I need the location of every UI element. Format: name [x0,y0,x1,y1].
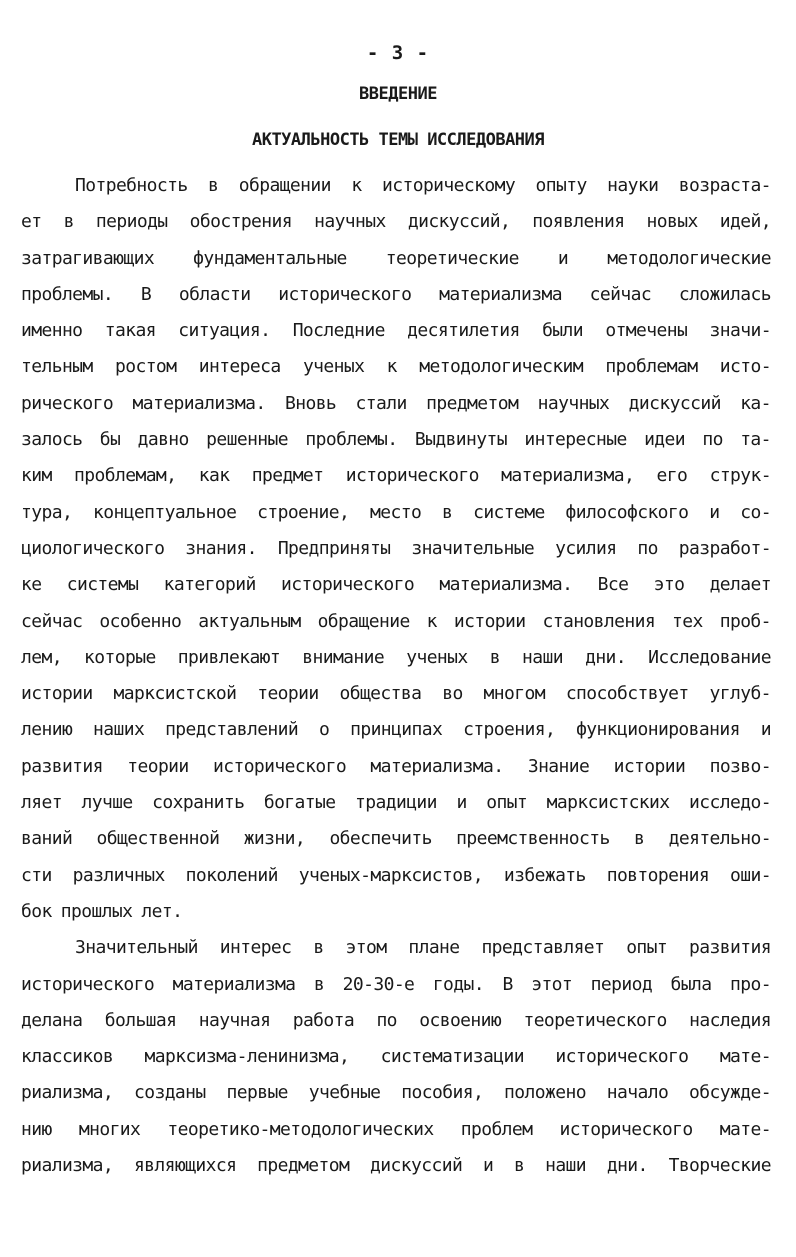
paragraph [21,168,771,930]
text-line: тура, концептуальное строение, место в системе философского и со- [21,501,771,523]
text-line: ляет лучше сохранить богатые традиции и опыт марксистских исследо- [21,792,771,814]
section-title: ВВЕДЕНИЕ [359,84,437,104]
text-line: залось бы давно решенные проблемы. Выдвинуты интересные идеи по та- [21,429,771,451]
text-line: истории марксистской теории общества во многом способствует углуб- [21,683,771,705]
text-line: риализма, являющихся предметом дискуссий и в наши дни. Творческие [21,1155,771,1177]
text-line: ким проблемам, как предмет исторического материализма, его струк- [21,465,771,487]
text-line: сейчас особенно актуальным обращение к истории становления тех проб- [21,610,771,632]
text-line: ваний общественной жизни, обеспечить преемственность в деятельно- [21,828,771,850]
text-line: именно такая ситуация. Последние десятилетия были отмечены значи- [21,320,771,342]
text-line: рического материализма. Вновь стали предметом научных дискуссий ка- [21,392,771,414]
text-line: тельным ростом интереса ученых к методологическим проблемам исто- [21,356,771,378]
text-line: лем, которые привлекают внимание ученых в наши дни. Исследование [21,646,771,668]
body-text [21,168,771,1184]
text-line: Потребность в обращении к историческому опыту науки возраста- [75,175,771,196]
text-line: развития теории исторического материализма. Знание истории позво- [21,755,771,777]
page-number: - 3 - [366,42,430,64]
text-line: проблемы. В области исторического материализма сейчас сложилась [21,283,771,305]
text-line: сти различных поколений ученых-марксистов, избежать повторения оши- [21,864,771,886]
text-line: делана большая научная работа по освоению теоретического наследия [21,1009,771,1031]
text-line: бок прошлых лет. [21,900,183,922]
text-line: классиков марксизма-ленинизма, систематизации исторического мате- [21,1046,771,1068]
paragraph [21,930,771,1184]
text-line: ке системы категорий исторического материализма. Все это делает [21,574,771,596]
text-line: нию многих теоретико-методологических проблем исторического мате- [21,1118,771,1140]
text-line: циологического знания. Предприняты значительные усилия по разработ- [21,537,771,559]
subsection-title: АКТУАЛЬНОСТЬ ТЕМЫ ИССЛЕДОВАНИЯ [251,130,545,150]
text-line: затрагивающих фундаментальные теоретические и методологические [21,247,771,269]
text-line: риализма, созданы первые учебные пособия, положено начало обсужде- [21,1082,771,1104]
text-line: лению наших представлений о принципах строения, функционирования и [21,719,771,741]
text-line: исторического материализма в 20-30-е годы. В этот период была про- [21,973,771,995]
text-line: Значительный интерес в этом плане представляет опыт развития [75,937,771,959]
text-line: ет в периоды обострения научных дискуссий, появления новых идей, [21,211,771,233]
